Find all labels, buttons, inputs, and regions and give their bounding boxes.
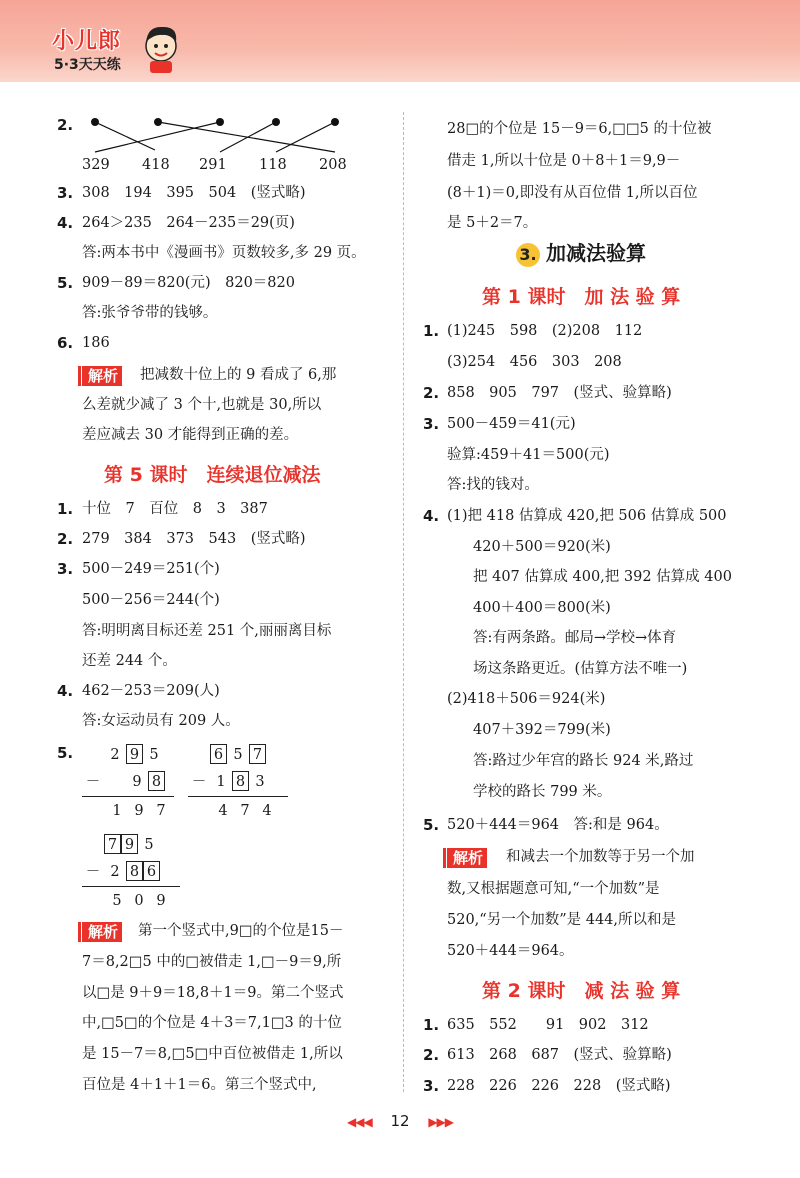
- q4-line: 264＞235 264－235＝29(页): [82, 215, 295, 231]
- item-number: 4.: [423, 507, 440, 525]
- page-footer: [0, 1112, 800, 1130]
- brand-logo: [52, 24, 192, 76]
- q5-line: 答:张爷爷带的钱够。: [82, 305, 218, 321]
- item-text: 答:有两条路。邮局→学校→体育: [473, 630, 677, 646]
- analysis-line: 和减去一个加数等于另一个加: [506, 849, 695, 865]
- item-number: 4.: [57, 682, 74, 700]
- q2-label: 418: [142, 157, 170, 173]
- q3-number: 3.: [57, 184, 74, 202]
- section-badge: 3.: [516, 243, 540, 267]
- q6-answer: 186: [82, 335, 110, 351]
- item-number: 3.: [423, 1077, 440, 1095]
- section-title: 加减法验算: [546, 241, 646, 265]
- item-text: 613 268 687 (竖式、验算略): [447, 1047, 672, 1063]
- item-number: 2.: [423, 1046, 440, 1064]
- item-number: 2.: [423, 384, 440, 402]
- boy-mascot-icon: [138, 20, 184, 74]
- item-text: 520＋444＝964 答:和是 964。: [447, 817, 669, 833]
- q5-number: 5.: [57, 274, 74, 292]
- page-number: 12: [390, 1112, 410, 1130]
- q6-number: 6.: [57, 334, 74, 352]
- analysis-line: 520,“另一个加数”是 444,所以和是: [447, 912, 677, 928]
- analysis-line: 520＋444＝964。: [447, 943, 574, 959]
- item-text: 858 905 797 (竖式、验算略): [447, 385, 672, 401]
- analysis-line: 把减数十位上的 9 看成了 6,那: [140, 367, 337, 383]
- item-number: 1.: [423, 1016, 440, 1034]
- analysis-tag: 解析: [82, 366, 122, 386]
- analysis-line: 差应减去 30 才能得到正确的差。: [82, 427, 299, 443]
- item-text: 228 226 226 228 (竖式略): [447, 1078, 671, 1094]
- item-text: 635 552 91 902 312: [447, 1017, 649, 1033]
- analysis-line: 是 15－7＝8,□5□中百位被借走 1,所以: [82, 1046, 343, 1062]
- q3-answer: 308 194 395 504 (竖式略): [82, 185, 306, 201]
- logo-title: 小儿郎: [52, 29, 122, 54]
- item-text: 场这条路更近。(估算方法不唯一): [473, 661, 688, 677]
- analysis-tag: 解析: [447, 848, 487, 868]
- item-number: 1.: [423, 322, 440, 340]
- item-text: 十位 7 百位 8 3 387: [82, 501, 268, 517]
- q4-number: 4.: [57, 214, 74, 232]
- analysis-line: 7＝8,2□5 中的□被借走 1,□－9＝9,所: [82, 954, 342, 970]
- analysis-line: 么差就少减了 3 个十,也就是 30,所以: [82, 397, 322, 413]
- item-text: 把 407 估算成 400,把 392 估算成 400: [473, 569, 732, 585]
- item-text: 答:女运动员有 209 人。: [82, 713, 240, 729]
- q2-number: 2.: [57, 116, 74, 134]
- item-text: 答:找的钱对。: [447, 477, 539, 493]
- q2-label: 291: [199, 157, 227, 173]
- item-text: 462－253＝209(人): [82, 683, 220, 699]
- item-text: 验算:459＋41＝500(元): [447, 447, 610, 463]
- q2-label: 329: [82, 157, 110, 173]
- q2-label: 118: [259, 157, 287, 173]
- column-divider: [403, 112, 404, 1092]
- analysis-line: 数,又根据题意可知,“一个加数”是: [447, 881, 660, 897]
- item-number: 5.: [423, 816, 440, 834]
- item-text: 还差 244 个。: [82, 653, 177, 669]
- q5-line: 909－89＝820(元) 820＝820: [82, 275, 295, 291]
- continued-line: 借走 1,所以十位是 0＋8＋1＝9,9－: [447, 153, 681, 169]
- item-number: 3.: [57, 560, 74, 578]
- continued-line: 28□的个位是 15－9＝6,□□5 的十位被: [447, 121, 712, 137]
- item-text: 500－249＝251(个): [82, 561, 220, 577]
- item-text: 500－459＝41(元): [447, 416, 576, 432]
- item-text: (1)245 598 (2)208 112: [447, 323, 643, 339]
- prev-arrows-icon: ◀◀◀: [346, 1115, 372, 1129]
- lesson-title: 第 2 课时 减 法 验 算: [482, 980, 681, 1002]
- analysis-line: 中,□5□的个位是 4＋3＝7,1□3 的十位: [82, 1015, 342, 1031]
- analysis-line: 第一个竖式中,9□的个位是15－: [138, 923, 344, 939]
- section-heading: [516, 243, 646, 267]
- q2-label: 208: [319, 157, 347, 173]
- logo-subtitle: 5·3天天练: [54, 57, 121, 73]
- item-text: 答:明明离目标还差 251 个,丽丽离目标: [82, 623, 332, 639]
- item-text: 407＋392＝799(米): [473, 722, 611, 738]
- item-number: 3.: [423, 415, 440, 433]
- item-text: (3)254 456 303 208: [447, 354, 622, 370]
- analysis-line: 以□是 9＋9＝18,8＋1＝9。第二个竖式: [82, 985, 344, 1001]
- item-text: 学校的路长 799 米。: [473, 784, 612, 800]
- continued-line: (8＋1)＝0,即没有从百位借 1,所以百位: [447, 185, 698, 201]
- lesson-title: 第 5 课时 连续退位减法: [104, 464, 321, 486]
- analysis-tag: 解析: [82, 922, 122, 942]
- analysis-line: 百位是 4＋1＋1＝6。第三个竖式中,: [82, 1077, 317, 1093]
- item-text: (1)把 418 估算成 420,把 506 估算成 500: [447, 508, 727, 524]
- item-number: 1.: [57, 500, 74, 518]
- item-number: 2.: [57, 530, 74, 548]
- lesson-title: 第 1 课时 加 法 验 算: [482, 286, 681, 308]
- q5b-number: 5.: [57, 744, 74, 762]
- item-text: 答:路过少年宫的路长 924 米,路过: [473, 753, 694, 769]
- item-text: 400＋400＝800(米): [473, 600, 611, 616]
- item-text: 279 384 373 543 (竖式略): [82, 531, 306, 547]
- item-text: 420＋500＝920(米): [473, 539, 611, 555]
- q4-line: 答:两本书中《漫画书》页数较多,多 29 页。: [82, 245, 366, 261]
- continued-line: 是 5＋2＝7。: [447, 215, 538, 231]
- item-text: 500－256＝244(个): [82, 592, 220, 608]
- item-text: (2)418＋506＝924(米): [447, 691, 606, 707]
- next-arrows-icon: ▶▶▶: [428, 1115, 454, 1129]
- page-header: [0, 0, 800, 82]
